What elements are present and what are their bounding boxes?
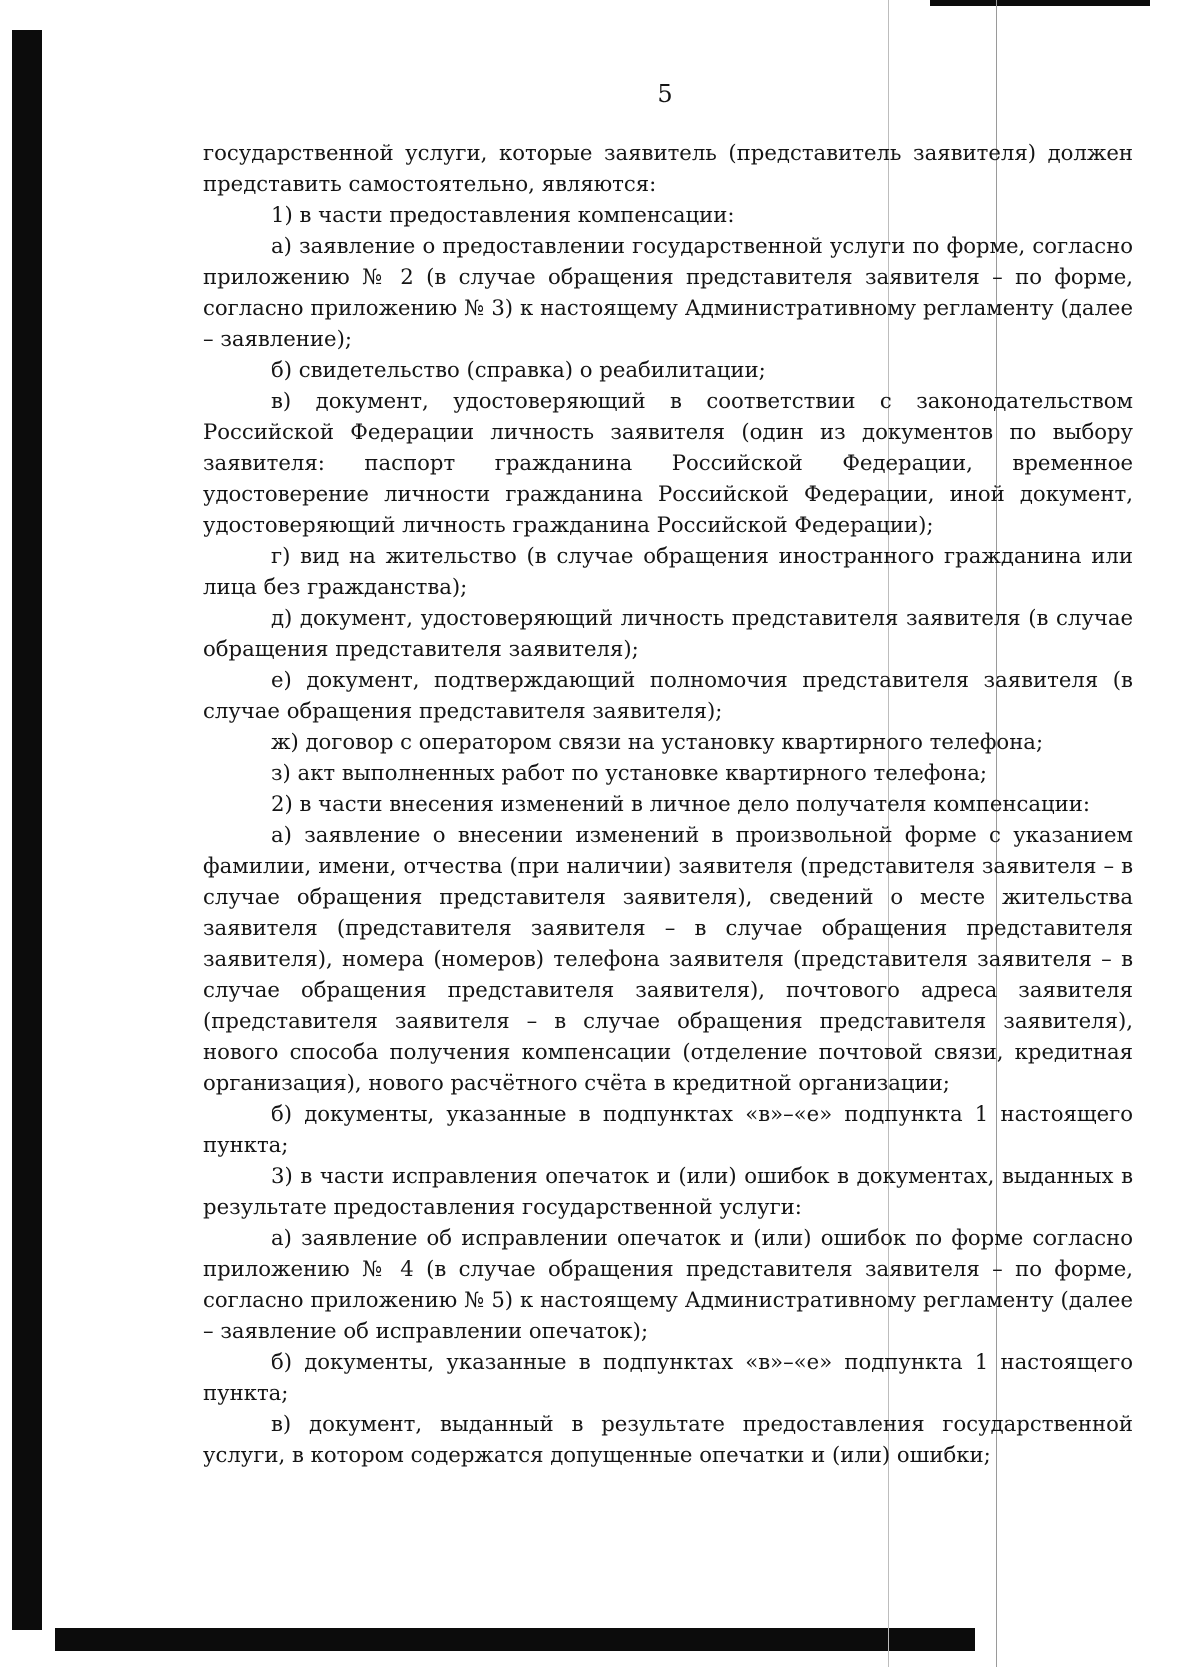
paragraph: в) документ, выданный в результате предоставления государственной услуги, в котором содержатся допущенные опечатки и (или) ошибки;	[203, 1411, 1133, 1467]
paragraph: 2) в части внесения изменений в личное дело получателя компенсации:	[271, 791, 1090, 816]
paragraph: 1) в части предоставления компенсации:	[271, 202, 735, 227]
document-body	[203, 137, 1133, 1470]
paragraph: государственной услуги, которые заявитель (представитель заявителя) должен представить самостоятельно, являются:	[203, 140, 1133, 196]
paragraph: а) заявление о внесении изменений в произвольной форме с указанием фамилии, имени, отчества (при наличии) заявителя (представителя заявителя – в случае обращения представителя заявителя), сведений о месте жительства заявителя (представителя заявителя – в случае обращения представителя заявителя), номера (номеров) телефона заявителя (представителя заявителя – в случае обращения представителя заявителя), почтового адреса заявителя (представителя заявителя – в случае обращения представителя заявителя), нового способа получения компенсации (отделение почтовой связи, кредитная организация), нового расчётного счёта в кредитной организации;	[203, 822, 1133, 1095]
scan-edge-left	[12, 30, 42, 1630]
paragraph: б) свидетельство (справка) о реабилитации;	[271, 357, 766, 382]
paragraph: д) документ, удостоверяющий личность представителя заявителя (в случае обращения представителя заявителя);	[203, 605, 1133, 661]
paragraph: а) заявление о предоставлении государственной услуги по форме, согласно приложению № 2 (в случае обращения представителя заявителя – по форме, согласно приложению № 3) к настоящему Административному регламенту (далее – заявление);	[203, 233, 1133, 351]
paragraph: 3) в части исправления опечаток и (или) ошибок в документах, выданных в результате предоставления государственной услуги:	[203, 1163, 1133, 1219]
page-number: 5	[657, 80, 673, 108]
paragraph: б) документы, указанные в подпунктах «в»–«е» подпункта 1 настоящего пункта;	[203, 1101, 1133, 1157]
paragraph: б) документы, указанные в подпунктах «в»–«е» подпункта 1 настоящего пункта;	[203, 1349, 1133, 1405]
paragraph: в) документ, удостоверяющий в соответствии с законодательством Российской Федерации личность заявителя (один из документов по выбору заявителя: паспорт гражданина Российской Федерации, временное удостоверение личности гражданина Российской Федерации, иной документ, удостоверяющий личность гражданина Российской Федерации);	[203, 388, 1133, 537]
paragraph: г) вид на жительство (в случае обращения иностранного гражданина или лица без гражданства);	[203, 543, 1133, 599]
scan-edge-top	[930, 0, 1150, 6]
paragraph: ж) договор с оператором связи на установку квартирного телефона;	[271, 729, 1044, 754]
scan-edge-bottom	[55, 1628, 975, 1651]
paragraph: е) документ, подтверждающий полномочия представителя заявителя (в случае обращения представителя заявителя);	[203, 667, 1133, 723]
paragraph: з) акт выполненных работ по установке квартирного телефона;	[271, 760, 987, 785]
paragraph: а) заявление об исправлении опечаток и (или) ошибок по форме согласно приложению № 4 (в случае обращения представителя заявителя – по форме, согласно приложению № 5) к настоящему Административному регламенту (далее – заявление об исправлении опечаток);	[203, 1225, 1133, 1343]
